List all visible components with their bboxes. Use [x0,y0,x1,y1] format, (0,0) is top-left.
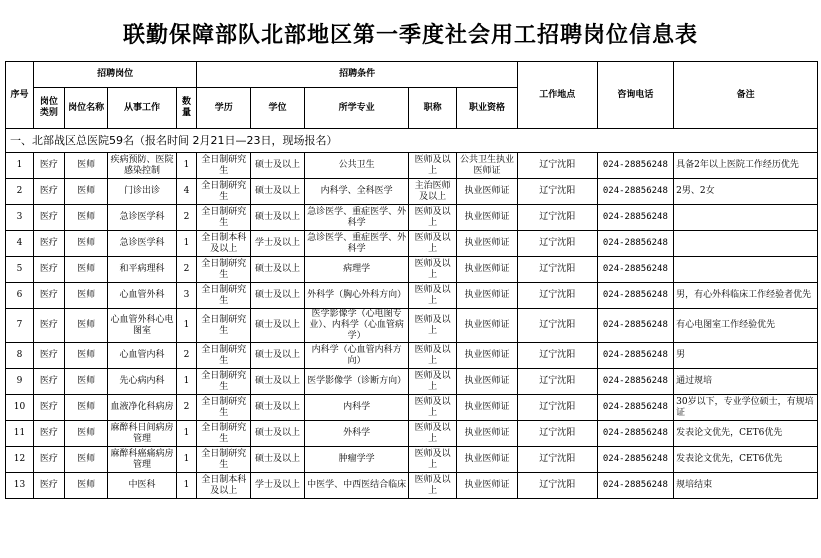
cell-seq: 5 [6,257,34,283]
cell-count: 1 [176,473,197,499]
cell-phone: 024-28856248 [597,283,674,309]
section-heading: 一、北部战区总医院59名（报名时间 2月21日—23日，现场报名） [6,129,818,153]
cell-post-name: 医师 [64,309,107,343]
cell-post-type: 医疗 [33,447,64,473]
cell-phone: 024-28856248 [597,343,674,369]
header-work: 从事工作 [108,88,176,129]
cell-qualification: 执业医师证 [456,369,517,395]
cell-work: 心血管外科心电图室 [108,309,176,343]
cell-post-type: 医疗 [33,283,64,309]
cell-post-type: 医疗 [33,231,64,257]
cell-post-type: 医疗 [33,395,64,421]
table-row [6,153,818,179]
cell-location: 辽宁沈阳 [517,179,597,205]
cell-major: 内科学（心血管内科方向） [304,343,408,369]
header-degree: 学位 [251,88,305,129]
cell-count: 3 [176,283,197,309]
cell-qualification: 执业医师证 [456,473,517,499]
cell-qualification: 执业医师证 [456,421,517,447]
table-row [6,179,818,205]
table-row [6,369,818,395]
cell-qualification: 执业医师证 [456,179,517,205]
cell-degree: 硕士及以上 [251,257,305,283]
cell-title: 医师及以上 [409,473,457,499]
cell-title: 医师及以上 [409,309,457,343]
cell-location: 辽宁沈阳 [517,283,597,309]
cell-qualification: 执业医师证 [456,395,517,421]
cell-post-type: 医疗 [33,153,64,179]
header-education: 学历 [197,88,251,129]
cell-remark: 男 [674,343,818,369]
cell-major: 医学影像学（心电图专业）、内科学（心血管病学） [304,309,408,343]
cell-degree: 学士及以上 [251,231,305,257]
header-post-name: 岗位名称 [64,88,107,129]
cell-work: 心血管外科 [108,283,176,309]
cell-post-name: 医师 [64,257,107,283]
cell-title: 医师及以上 [409,153,457,179]
cell-post-name: 医师 [64,153,107,179]
cell-work: 急诊医学科 [108,231,176,257]
cell-education: 全日制研究生 [197,395,251,421]
cell-seq: 11 [6,421,34,447]
cell-post-name: 医师 [64,179,107,205]
cell-education: 全日制研究生 [197,153,251,179]
cell-phone: 024-28856248 [597,309,674,343]
header-count: 数量 [176,88,197,129]
cell-post-name: 医师 [64,205,107,231]
cell-education: 全日制研究生 [197,257,251,283]
cell-phone: 024-28856248 [597,153,674,179]
cell-remark: 男，有心外科临床工作经验者优先 [674,283,818,309]
cell-remark: 有心电图室工作经验优先 [674,309,818,343]
cell-location: 辽宁沈阳 [517,447,597,473]
cell-count: 2 [176,343,197,369]
cell-title: 医师及以上 [409,421,457,447]
cell-post-name: 医师 [64,395,107,421]
table-row [6,343,818,369]
cell-degree: 学士及以上 [251,473,305,499]
cell-work: 先心病内科 [108,369,176,395]
cell-post-type: 医疗 [33,257,64,283]
table-row [6,283,818,309]
cell-title: 医师及以上 [409,283,457,309]
cell-work: 门诊出诊 [108,179,176,205]
cell-degree: 硕士及以上 [251,283,305,309]
cell-seq: 13 [6,473,34,499]
table-row [6,205,818,231]
cell-seq: 2 [6,179,34,205]
cell-title: 医师及以上 [409,369,457,395]
header-major: 所学专业 [304,88,408,129]
cell-location: 辽宁沈阳 [517,421,597,447]
cell-count: 1 [176,369,197,395]
cell-work: 麻醉科日间病房管理 [108,421,176,447]
cell-education: 全日制研究生 [197,309,251,343]
cell-qualification: 执业医师证 [456,447,517,473]
cell-post-type: 医疗 [33,309,64,343]
cell-major: 肿瘤学学 [304,447,408,473]
cell-remark: 发表论文优先，CET6优先 [674,421,818,447]
cell-degree: 硕士及以上 [251,421,305,447]
cell-seq: 1 [6,153,34,179]
cell-major: 病理学 [304,257,408,283]
cell-post-name: 医师 [64,283,107,309]
cell-count: 1 [176,153,197,179]
cell-title: 医师及以上 [409,395,457,421]
cell-qualification: 执业医师证 [456,231,517,257]
cell-phone: 024-28856248 [597,231,674,257]
cell-title: 医师及以上 [409,231,457,257]
cell-post-name: 医师 [64,447,107,473]
page-title: 联勤保障部队北部地区第一季度社会用工招聘岗位信息表 [122,22,698,48]
cell-post-type: 医疗 [33,205,64,231]
cell-seq: 12 [6,447,34,473]
cell-count: 2 [176,257,197,283]
cell-location: 辽宁沈阳 [517,343,597,369]
cell-education: 全日制研究生 [197,205,251,231]
cell-work: 疾病预防、医院感染控制 [108,153,176,179]
cell-remark: 发表论文优先，CET6优先 [674,447,818,473]
cell-degree: 硕士及以上 [251,205,305,231]
cell-degree: 硕士及以上 [251,343,305,369]
cell-education: 全日制研究生 [197,283,251,309]
cell-major: 医学影像学（诊断方向） [304,369,408,395]
header-post-type: 岗位类别 [33,88,64,129]
cell-seq: 10 [6,395,34,421]
cell-degree: 硕士及以上 [251,309,305,343]
cell-remark [674,257,818,283]
cell-title: 医师及以上 [409,205,457,231]
cell-phone: 024-28856248 [597,369,674,395]
cell-title: 医师及以上 [409,343,457,369]
cell-seq: 4 [6,231,34,257]
cell-phone: 024-28856248 [597,473,674,499]
cell-remark: 规培结束 [674,473,818,499]
cell-major: 急诊医学、重症医学、外科学 [304,231,408,257]
cell-post-name: 医师 [64,343,107,369]
cell-major: 公共卫生 [304,153,408,179]
cell-post-type: 医疗 [33,343,64,369]
cell-major: 外科学（胸心外科方向） [304,283,408,309]
cell-count: 1 [176,421,197,447]
cell-location: 辽宁沈阳 [517,473,597,499]
cell-post-type: 医疗 [33,473,64,499]
cell-phone: 024-28856248 [597,257,674,283]
cell-qualification: 执业医师证 [456,309,517,343]
table-row [6,309,818,343]
table-row [6,421,818,447]
cell-post-name: 医师 [64,421,107,447]
cell-location: 辽宁沈阳 [517,231,597,257]
cell-qualification: 执业医师证 [456,343,517,369]
cell-major: 中医学、中西医结合临床 [304,473,408,499]
cell-location: 辽宁沈阳 [517,205,597,231]
cell-post-name: 医师 [64,369,107,395]
header-qualification: 职业资格 [456,88,517,129]
cell-qualification: 执业医师证 [456,283,517,309]
cell-post-name: 医师 [64,231,107,257]
table-row [6,395,818,421]
cell-remark: 2男、2女 [674,179,818,205]
cell-phone: 024-28856248 [597,179,674,205]
cell-remark [674,205,818,231]
cell-degree: 硕士及以上 [251,153,305,179]
cell-education: 全日制研究生 [197,179,251,205]
cell-education: 全日制研究生 [197,447,251,473]
cell-major: 内科学、全科医学 [304,179,408,205]
cell-work: 心血管内科 [108,343,176,369]
cell-post-name: 医师 [64,473,107,499]
cell-work: 和平病理科 [108,257,176,283]
cell-count: 2 [176,395,197,421]
cell-post-type: 医疗 [33,421,64,447]
cell-major: 外科学 [304,421,408,447]
cell-remark: 具备2年以上医院工作经历优先 [674,153,818,179]
cell-title: 医师及以上 [409,447,457,473]
cell-post-type: 医疗 [33,179,64,205]
header-location: 工作地点 [517,62,597,129]
table-row [6,231,818,257]
cell-work: 血液净化科病房 [108,395,176,421]
cell-location: 辽宁沈阳 [517,395,597,421]
table-row [6,257,818,283]
cell-qualification: 执业医师证 [456,205,517,231]
cell-title: 医师及以上 [409,257,457,283]
table-row [6,473,818,499]
cell-degree: 硕士及以上 [251,395,305,421]
cell-seq: 8 [6,343,34,369]
cell-location: 辽宁沈阳 [517,153,597,179]
cell-count: 1 [176,447,197,473]
cell-phone: 024-28856248 [597,205,674,231]
cell-seq: 3 [6,205,34,231]
table-row [6,447,818,473]
cell-major: 内科学 [304,395,408,421]
cell-seq: 7 [6,309,34,343]
cell-degree: 硕士及以上 [251,369,305,395]
cell-education: 全日制研究生 [197,369,251,395]
cell-post-type: 医疗 [33,369,64,395]
cell-count: 1 [176,309,197,343]
cell-work: 急诊医学科 [108,205,176,231]
cell-work: 中医科 [108,473,176,499]
cell-count: 4 [176,179,197,205]
cell-remark [674,231,818,257]
cell-phone: 024-28856248 [597,395,674,421]
cell-degree: 硕士及以上 [251,179,305,205]
cell-title: 主治医师及以上 [409,179,457,205]
cell-phone: 024-28856248 [597,421,674,447]
cell-education: 全日制本科及以上 [197,473,251,499]
recruitment-table [5,61,818,499]
header-phone: 咨询电话 [597,62,674,129]
cell-location: 辽宁沈阳 [517,257,597,283]
cell-major: 急诊医学、重症医学、外科学 [304,205,408,231]
cell-location: 辽宁沈阳 [517,309,597,343]
cell-education: 全日制本科及以上 [197,231,251,257]
cell-phone: 024-28856248 [597,447,674,473]
cell-education: 全日制研究生 [197,421,251,447]
header-remark: 备注 [674,62,818,129]
cell-count: 2 [176,205,197,231]
cell-qualification: 执业医师证 [456,257,517,283]
cell-work: 麻醉科癌痛病房管理 [108,447,176,473]
cell-degree: 硕士及以上 [251,447,305,473]
header-post-group: 招聘岗位 [33,62,196,88]
cell-count: 1 [176,231,197,257]
cell-location: 辽宁沈阳 [517,369,597,395]
cell-seq: 9 [6,369,34,395]
header-seq: 序号 [6,62,34,129]
cell-education: 全日制研究生 [197,343,251,369]
header-title: 职称 [409,88,457,129]
header-conditions-group: 招聘条件 [197,62,518,88]
cell-seq: 6 [6,283,34,309]
cell-remark: 通过规培 [674,369,818,395]
cell-remark: 30岁以下，专业学位硕士，有规培证 [674,395,818,421]
cell-qualification: 公共卫生执业医师证 [456,153,517,179]
